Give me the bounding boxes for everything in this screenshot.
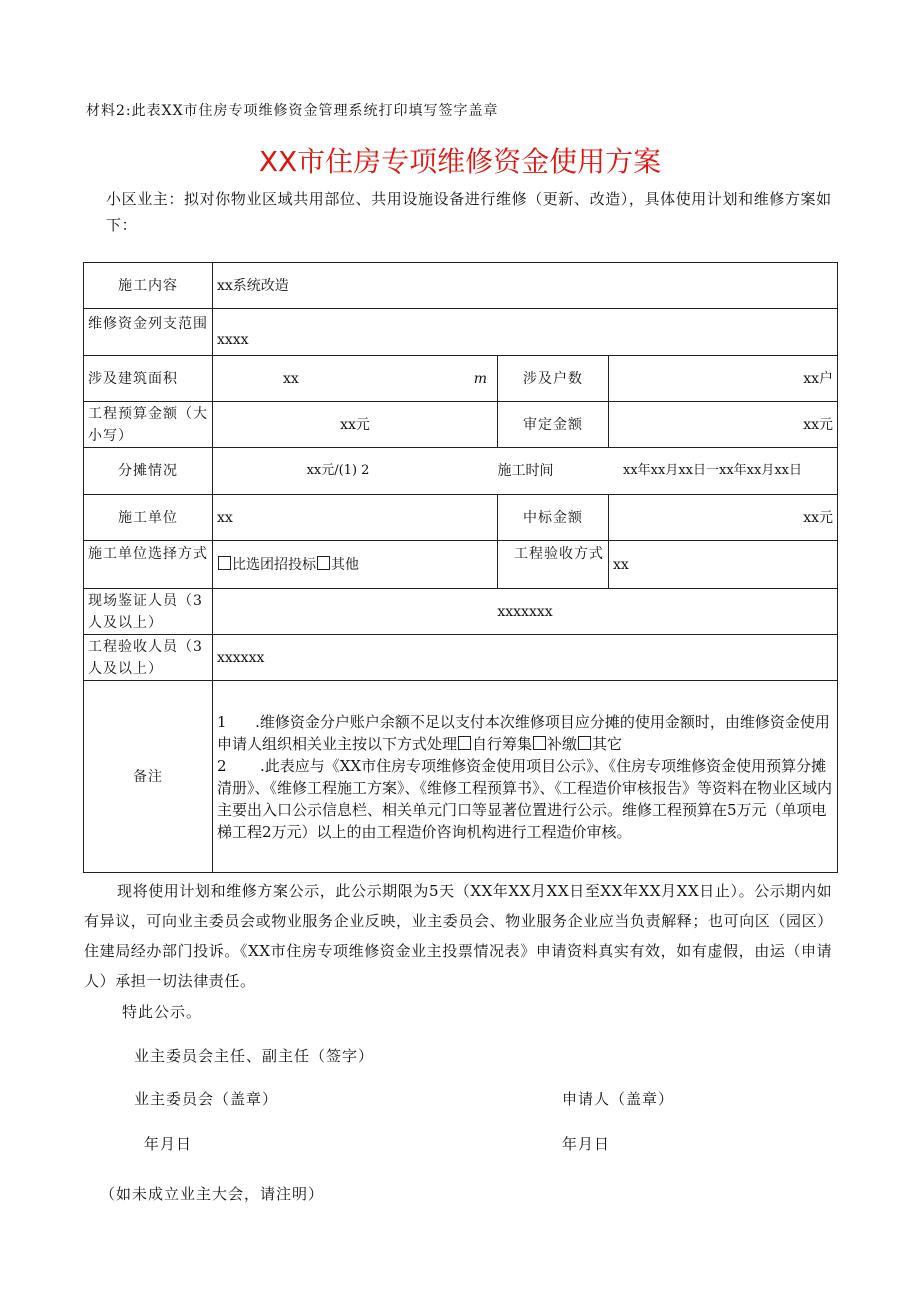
committee-seal-label: 业主委员会（盖章） [134,1090,279,1108]
acceptance-staff-label: 工程验收人员（3人及以上） [84,635,213,681]
table-row [84,635,838,681]
table-row [84,541,838,589]
remark-2-text: .此表应与《XX市住房专项维修资金使用项目公示》、《住房专项维修资金使用预算分摊清册》、《维修工程施工方案》、《维修工程预算书》、《工程造价审核报告》等资料在物业区域内主要出入口公示信息栏、相关单元门口等显著位置进行公示。维修工程预算在5万元（单项电梯工程2万元）以上的由工程造价咨询机构进行工程造价审核。 [217,756,833,841]
acceptance-staff-value: xxxxxx [213,635,838,681]
contractor-label: 施工单位 [84,495,213,541]
checkbox-icon[interactable] [317,556,330,570]
allocation-value: xx元/(1) 2 [306,463,370,478]
acceptance-method-label: 工程验收方式 [498,541,609,589]
table-row [84,402,838,448]
intro-text: 小区业主：拟对你物业区域共用部位、共用设施设备进行维修（更新、改造），具体使用计划和维修方案如下： [106,190,832,234]
remarks-label: 备注 [84,681,213,873]
allocation-time-cell [213,448,838,495]
building-area-value: xx [283,370,299,387]
table-row [84,309,838,356]
remark-1-option-supplement: 补缴 [547,734,578,753]
acceptance-method-value: xx [609,541,838,589]
announcement-text: 现将使用计划和维修方案公示，此公示期限为5天（XX年XX月XX日至XX年XX月XX日止）。公示期内如有异议，可向业主委员会或物业服务企业反映，业主委员会、物业服务企业应当负责解释；也可向区（园区）住建局经办部门投诉。《XX市住房专项维修资金业主投票情况表》申请资料真实有效，如有虚假，由运（申请人）承担一切法律责任。 [84,882,833,990]
selection-option-bidding: 比选团招投标 [232,556,316,573]
table-row [84,448,838,495]
checkbox-icon[interactable] [218,556,231,570]
fund-scope-label: 维修资金列支范围 [84,309,213,356]
contractor-value: xx [213,495,498,541]
date-left: 年月日 [144,1135,193,1153]
remark-1-number: 1 [217,712,227,731]
table-row [84,589,838,635]
table-row [84,263,838,309]
building-area-label: 涉及建筑面积 [84,356,213,402]
witness-value: xxxxxxx [213,589,838,635]
allocation-label: 分摊情况 [84,448,213,495]
selection-option-other: 其他 [331,556,359,573]
date-right: 年月日 [562,1135,611,1153]
remark-1-text: .维修资金分户账户余额不足以支付本次维修项目应分摊的使用金额时，由维修资金使用申请人组织相关业主按以下方式处理 [217,712,830,753]
construction-time-label: 施工时间 [497,463,554,479]
checkbox-icon[interactable] [578,736,591,750]
budget-label: 工程预算金额（大小写） [84,402,213,448]
approved-amount-label: 审定金额 [498,402,609,448]
construction-content-label: 施工内容 [84,263,213,309]
applicant-seal-label: 申请人（盖章） [562,1090,675,1108]
page-title: XX市住房专项维修资金使用方案 [258,145,662,178]
special-notice: 特此公示。 [122,1003,203,1021]
households-value: xx户 [609,356,838,402]
checkbox-icon[interactable] [458,736,471,750]
table-row [84,495,838,541]
budget-value: xx元 [213,402,498,448]
bid-amount-value: xx元 [609,495,838,541]
usage-plan-table [83,262,838,873]
remark-1-option-other: 其它 [592,734,623,753]
remark-1-option-self: 自行筹集 [472,734,533,753]
approved-amount-value: xx元 [609,402,838,448]
witness-label: 现场鉴证人员（3人及以上） [84,589,213,635]
selection-method-cell [213,541,498,589]
remark-2-number: 2 [217,756,227,775]
building-area-unit: m [473,370,487,387]
checkbox-icon[interactable] [533,736,546,750]
selection-method-label: 施工单位选择方式 [84,541,213,589]
table-row [84,681,838,873]
construction-time-value: xx年xx月xx日一xx年xx月xx日 [623,463,802,478]
building-area-cell [213,356,498,402]
chairman-signature-label: 业主委员会主任、副主任（签字） [134,1047,375,1065]
fund-scope-value: xxxx [213,309,838,356]
table-row [84,356,838,402]
footnote: （如未成立业主大会，请注明） [100,1185,325,1203]
construction-content-value: xx系统改造 [213,263,838,309]
header-note: 材料2:此表XX市住房专项维修资金管理系统打印填写签字盖章 [86,103,499,119]
households-label: 涉及户数 [498,356,609,402]
remarks-content [213,681,838,873]
bid-amount-label: 中标金额 [498,495,609,541]
